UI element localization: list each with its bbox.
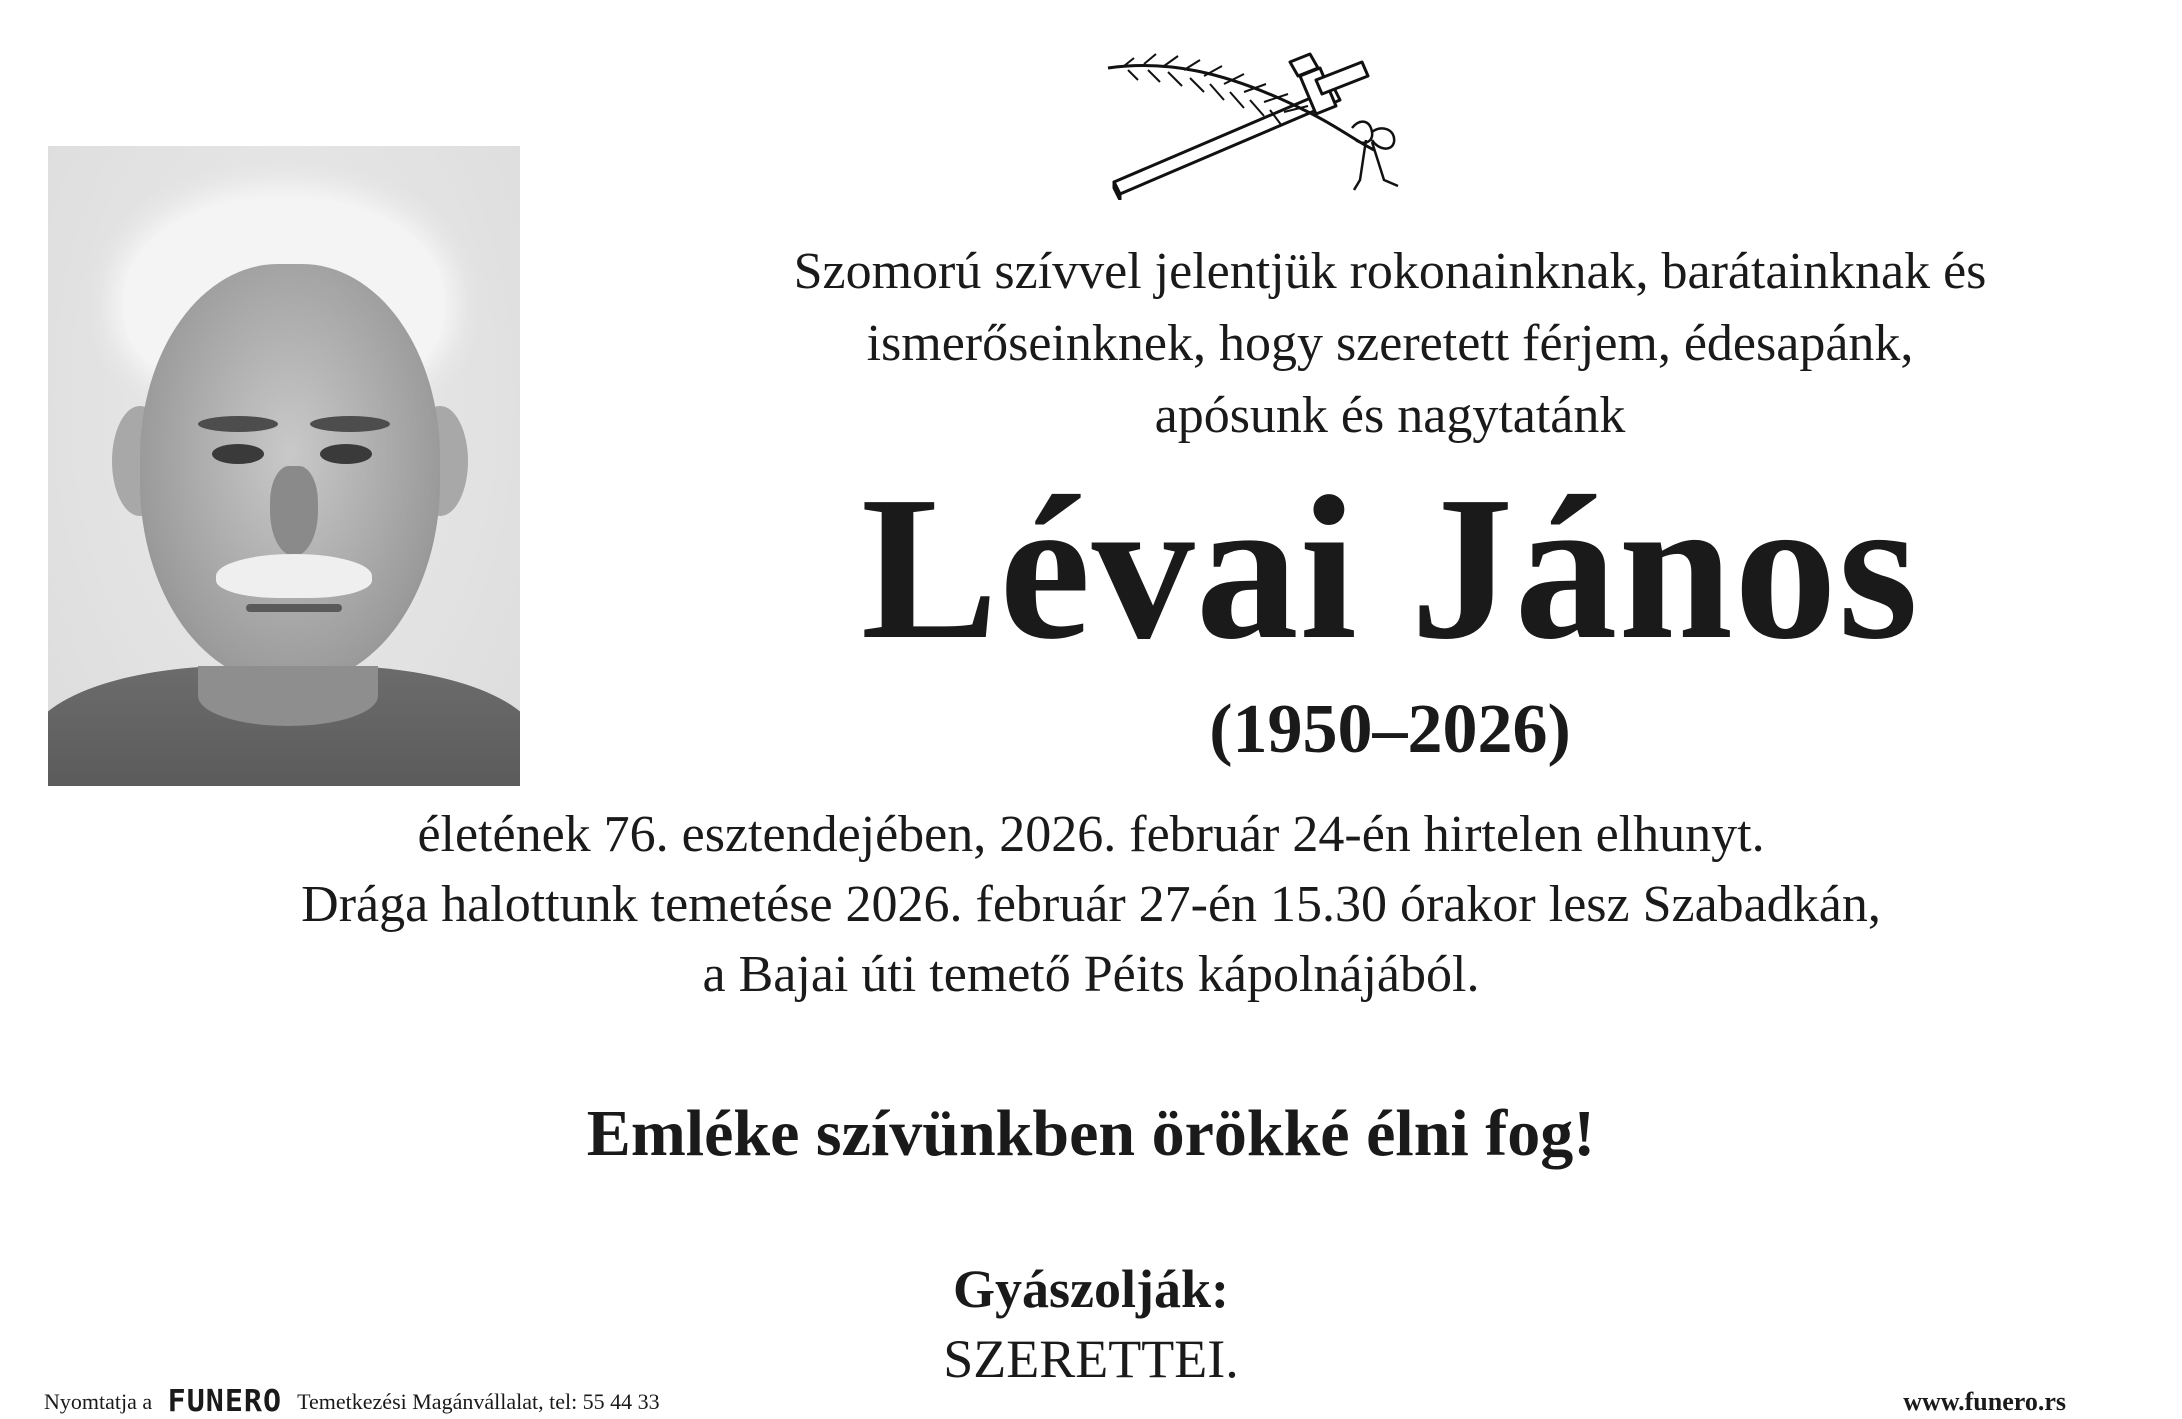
details-line: életének 76. esztendejében, 2026. február 24-én hirtelen elhunyt. bbox=[417, 806, 1765, 863]
details-line: a Bajai úti temető Péits kápolnájából. bbox=[702, 946, 1480, 1003]
intro-text bbox=[600, 236, 2180, 452]
funero-logo: FUNERO bbox=[167, 1384, 283, 1419]
details-text bbox=[0, 800, 2182, 1010]
footer-suffix: Temetkezési Magánvállalat, tel: 55 44 33 bbox=[297, 1389, 660, 1414]
intro-line: Szomorú szívvel jelentjük rokonainknak, barátainknak és bbox=[793, 243, 1987, 300]
cross-with-palm-icon bbox=[1104, 40, 1414, 200]
memory-text: Emléke szívünkben örökké élni fog! bbox=[586, 1097, 1596, 1170]
footer-printer-info bbox=[44, 1384, 660, 1419]
details-line: Drága halottunk temetése 2026. február 27-én 15.30 órakor lesz Szabadkán, bbox=[301, 876, 1881, 933]
mourners-title: Gyászolják: bbox=[953, 1259, 1229, 1319]
intro-line: ismerőseinknek, hogy szeretett férjem, édesapánk, bbox=[866, 315, 1914, 372]
mourners-name: SZERETTEI. bbox=[943, 1329, 1239, 1389]
deceased-name: Lévai János bbox=[860, 453, 1920, 682]
footer-prefix: Nyomtatja a bbox=[44, 1389, 153, 1414]
footer-website[interactable]: www.funero.rs bbox=[1903, 1387, 2066, 1416]
life-years: (1950–2026) bbox=[1209, 691, 1571, 768]
portrait-photo bbox=[48, 146, 520, 786]
intro-line: apósunk és nagytatánk bbox=[1154, 387, 1626, 444]
